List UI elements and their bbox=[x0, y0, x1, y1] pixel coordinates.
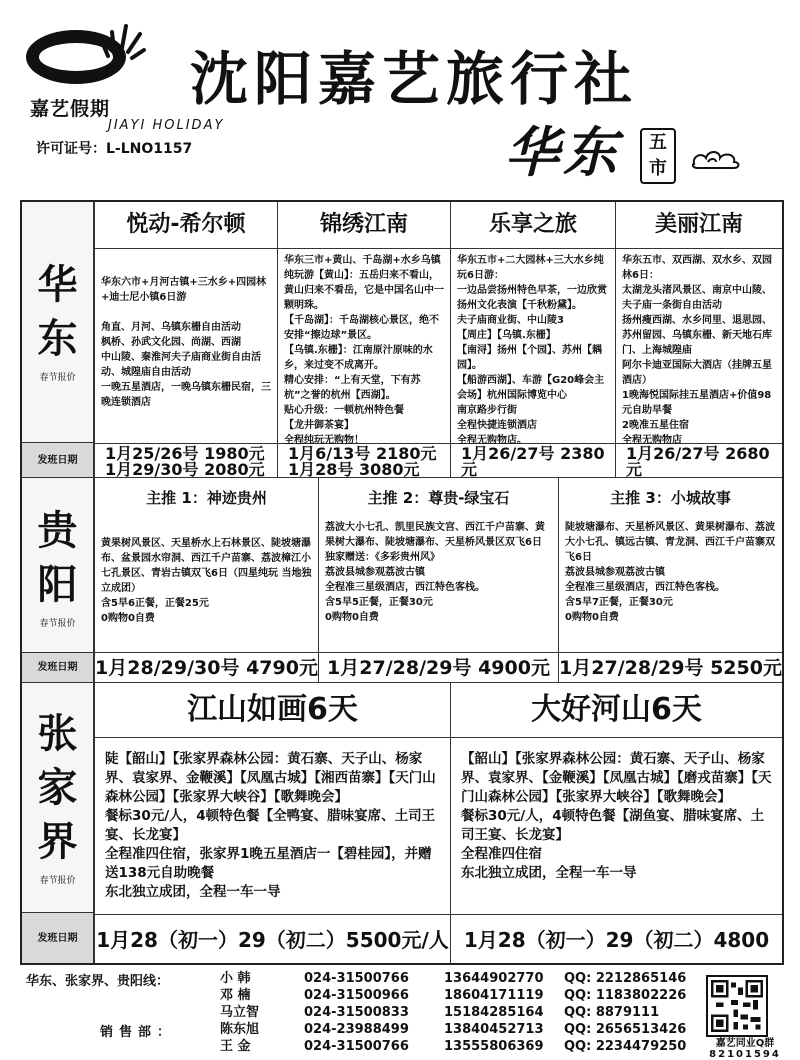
region-tag: 五市 bbox=[640, 128, 676, 184]
license-number: 许可证号：L-LNO1157 bbox=[36, 141, 193, 157]
logo-english-name: JIAYI HOLIDAY bbox=[108, 118, 225, 133]
tour-dates: 1月28（初一）29（初二）4800 bbox=[451, 914, 782, 963]
agency-title: 沈阳嘉艺旅行社 bbox=[190, 45, 639, 113]
contact-mobile: 18604171119 bbox=[444, 988, 544, 1003]
contact-mobile: 13840452713 bbox=[444, 1022, 544, 1037]
huadong-tour-4 bbox=[615, 202, 782, 477]
tour-title: 主推 2：尊贵-绿宝石 bbox=[367, 489, 510, 507]
contact-qq: QQ: 8879111 bbox=[564, 1005, 660, 1020]
zhangjiajie-price-label: 春节报价 bbox=[39, 876, 76, 886]
tour-description: 华东五市、双西湖、双水乡、双园林6日： 太湖龙头渚风景区、南京中山陵、夫子庙一条街自由活动 扬州瘦西湖、水乡同里、退思园、苏州留园、乌镇东栅、新天地石库门、上海城隍庙 阿尔卡迪亚国际大酒店（挂牌五星酒店） 1晚海悦国际挂五星酒店+价值98元自助早餐 2晚准五星住宿 全程无购物店 bbox=[622, 255, 772, 446]
zhangjiajie-tour-1 bbox=[94, 682, 450, 963]
guiyang-label: 贵阳 bbox=[37, 508, 78, 608]
logo-chinese-name: 嘉艺假期 bbox=[30, 98, 111, 120]
tour-title: 美丽江南 bbox=[616, 202, 782, 249]
guiyang-date-label: 发班日期 bbox=[22, 652, 94, 682]
tour-dates: 1月25/26号 1980元 1月29/30号 2080元 bbox=[95, 443, 277, 477]
tour-title: 江山如画6天 bbox=[95, 683, 450, 738]
contact-name: 马立智 bbox=[220, 1005, 260, 1020]
contact-name: 小 韩 bbox=[220, 971, 251, 986]
contact-qq: QQ: 1183802226 bbox=[564, 988, 687, 1003]
sales-label: 销售部： bbox=[100, 1025, 177, 1040]
huadong-label-cell bbox=[22, 202, 94, 442]
contact-mobile: 13644902770 bbox=[444, 971, 544, 986]
huadong-price-label: 春节报价 bbox=[39, 373, 76, 383]
zhangjiajie-label-cell bbox=[22, 682, 94, 912]
tour-dates: 1月27/28/29号 5250元 bbox=[559, 652, 782, 682]
auspicious-cloud-icon bbox=[690, 146, 742, 170]
tour-dates: 1月26/27号 2680元 bbox=[616, 443, 782, 477]
tour-description: 黄果树风景区、天星桥水上石林景区、陡坡塘瀑布、盆景园水帘洞、西江千户苗寨、荔波樟江小七孔景区、青岩古镇双飞6日（四星纯玩 当地独立成团） 含5早6正餐，正餐25元 0购物0自费 bbox=[101, 538, 312, 624]
contact-qq: QQ: 2656513426 bbox=[564, 1022, 687, 1037]
contact-name: 陈东旭 bbox=[220, 1022, 260, 1037]
tour-title: 主推 3：小城故事 bbox=[610, 489, 731, 507]
tour-description: 陡【韶山】【张家界森林公园：黄石寨、天子山、杨家界、袁家界、金鞭溪】【凤凰古城】【湘西苗寨】【天门山森林公园】【张家界大峡谷】【歌舞晚会】 餐标30元/人，4顿特色餐【全鸭宴、腊味宴席、土司王宴、长龙宴】 全程准四住宿，张家界1晚五星酒店一【碧桂园】，并赠送138元自助晚餐 东北独立成团，全程一车一导 bbox=[105, 751, 436, 900]
tour-dates: 1月28（初一）29（初二）5500元/人 bbox=[95, 914, 450, 963]
guiyang-price-label: 春节报价 bbox=[39, 619, 76, 629]
huadong-label: 华东 bbox=[37, 262, 78, 362]
huadong-tour-1 bbox=[94, 202, 277, 477]
huadong-tour-3 bbox=[450, 202, 615, 477]
tour-description: 华东五市+二大园林+三大水乡纯玩6日游： 一边品尝扬州特色早茶，一边欣赏扬州文化表演【千秋粉黛】。 夫子庙商业街、中山陵3 【周庄】【乌镇.东栅】 【南浔】扬州【个园】、苏州【耦园】。 【船游西湖】、车游【G20峰会主会场】杭州国际博览中心 南京路步行街 全程快捷连锁酒店 全程无购物店。 bbox=[457, 255, 607, 446]
tour-title: 悦动-希尔顿 bbox=[95, 202, 277, 249]
contact-mobile: 15184285164 bbox=[444, 1005, 544, 1020]
tour-dates: 1月26/27号 2380元 bbox=[451, 443, 615, 477]
tour-grid bbox=[20, 200, 784, 965]
tour-dates: 1月6/13号 2180元 1月28号 3080元 bbox=[278, 443, 450, 477]
tour-description: 荔波大小七孔、凯里民族文宫、西江千户苗寨、黄果树大瀑布、陡坡塘瀑布、天星桥风景区双飞6日 独家赠送：《多彩贵州风》 荔波县城参观荔波古镇 全程准三星级酒店，西江特色客栈。 含5早5正餐，正餐30元 0购物0自费 bbox=[325, 522, 545, 623]
guiyang-tour-3 bbox=[558, 477, 782, 682]
contact-tel: 024-31500966 bbox=[304, 988, 409, 1003]
zhangjiajie-tour-2 bbox=[450, 682, 782, 963]
contact-tel: 024-31500766 bbox=[304, 1039, 409, 1054]
tour-title: 主推 1：神迹贵州 bbox=[146, 489, 267, 507]
contact-name: 邓 楠 bbox=[220, 988, 251, 1003]
contact-tel: 024-31500766 bbox=[304, 971, 409, 986]
tour-description: 陡坡塘瀑布、天星桥风景区、黄果树瀑布、荔波大小七孔、镇远古镇、青龙洞、西江千户苗寨双飞6日 荔波县城参观荔波古镇 全程准三星级酒店，西江特色客栈。 含5早7正餐，正餐30元 0购物0自费 bbox=[565, 522, 775, 623]
sun-icon bbox=[100, 16, 146, 62]
contact-qq: QQ: 2212865146 bbox=[564, 971, 687, 986]
tour-description: 华东三市+黄山、千岛湖+水乡乌镇纯玩游【黄山】：五岳归来不看山，黄山归来不看岳，它是中国名山中一颗明珠。 【千岛湖】：千岛湖核心景区，绝不安排“擦边球”景区。 【乌镇.东栅】：江南原汁原味的水乡，来过变不成离开。 精心安排：“上有天堂，下有苏杭”之誉的杭州【西湖】。 贴心升级：一顿杭州特色餐 【龙井御茶宴】 全程纯玩无购物！ bbox=[284, 255, 444, 446]
tour-title: 乐享之旅 bbox=[451, 202, 615, 249]
tour-title: 锦绣江南 bbox=[278, 202, 450, 249]
routes-label: 华东、张家界、贵阳线： bbox=[26, 974, 170, 989]
contact-name: 王 金 bbox=[220, 1039, 251, 1054]
tour-title: 大好河山6天 bbox=[451, 683, 782, 738]
qr-label bbox=[700, 1038, 790, 1060]
tour-dates: 1月27/28/29号 4900元 bbox=[319, 652, 558, 682]
guiyang-label-cell bbox=[22, 477, 94, 652]
tour-description: 【韶山】【张家界森林公园：黄石寨、天子山、杨家界、袁家界、【金鞭溪】【凤凰古城】【磨戎苗寨】【天门山森林公园】【张家界大峡谷】【歌舞晚会】 餐标30元/人，4顿特色餐【湖鱼宴、腊味宴席、土司王宴、长龙宴】 全程准四住宿 东北独立成团，全程一车一导 bbox=[461, 751, 772, 881]
zhangjiajie-label: 张家界 bbox=[37, 711, 78, 865]
qr-group-number: 82101594 bbox=[709, 1049, 781, 1060]
qr-code-icon bbox=[706, 975, 768, 1037]
region-title: 华东 bbox=[505, 121, 621, 184]
contact-qq: QQ: 2234479250 bbox=[564, 1039, 687, 1054]
contact-tel: 024-31500833 bbox=[304, 1005, 409, 1020]
tour-dates: 1月28/29/30号 4790元 bbox=[95, 652, 318, 682]
contact-tel: 024-23988499 bbox=[304, 1022, 409, 1037]
contact-footer bbox=[20, 968, 700, 1056]
huadong-date-label: 发班日期 bbox=[22, 442, 94, 477]
tour-description: 华东六市+月河古镇+三水乡+四园林+迪士尼小镇6日游 角直、月河、乌镇东栅自由活动 枫桥、孙武文化园、尚湖、西湖 中山陵、秦淮河夫子庙商业街自由活动、城隍庙自由活动 一晚五星酒店，一晚乌镇东栅民宿，三晚连锁酒店 bbox=[101, 277, 271, 408]
zhangjiajie-date-label: 发班日期 bbox=[22, 912, 94, 963]
guiyang-tour-2 bbox=[318, 477, 558, 682]
guiyang-tour-1 bbox=[94, 477, 318, 682]
qr-group-name: 嘉艺同业Q群 bbox=[715, 1038, 775, 1049]
contact-mobile: 13555806369 bbox=[444, 1039, 544, 1054]
huadong-tour-2 bbox=[277, 202, 450, 477]
